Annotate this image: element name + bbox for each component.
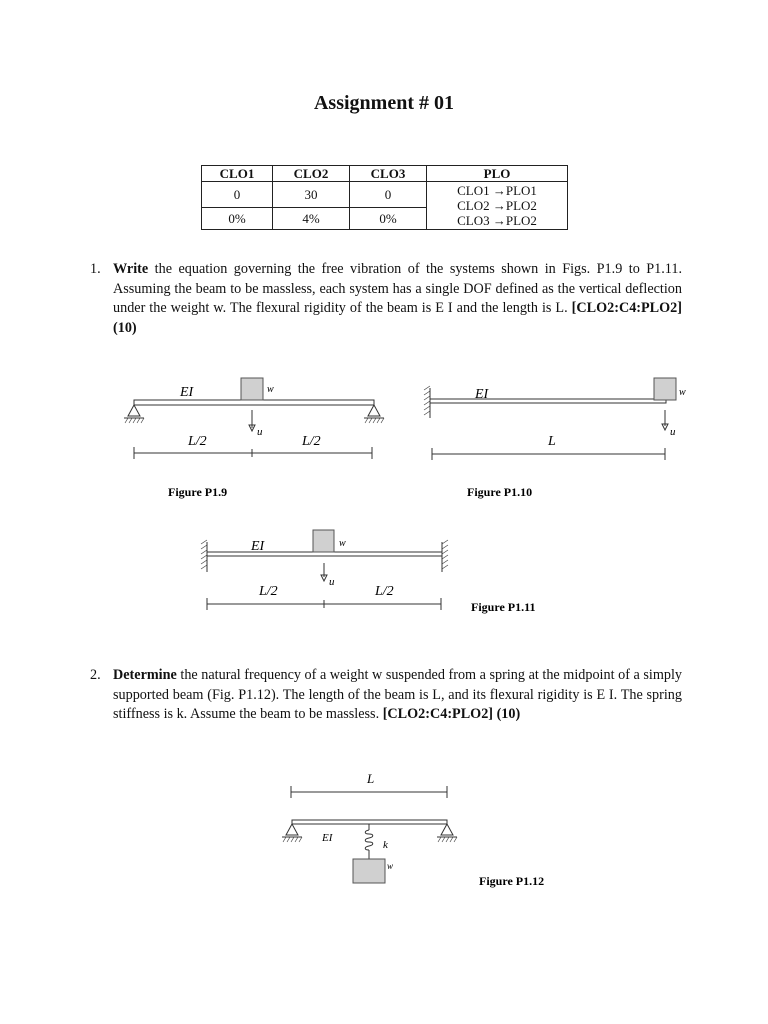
length-label: L — [548, 434, 556, 449]
table-header: PLO — [427, 166, 568, 182]
table-cell: 0% — [350, 208, 427, 230]
figure-caption: Figure P1.12 — [479, 874, 545, 888]
spring-icon — [365, 824, 373, 859]
beam-rigidity-label: EI — [322, 832, 333, 844]
weight-label: w — [387, 861, 394, 871]
clo-plo-table — [201, 165, 568, 230]
question-verb: Determine — [113, 667, 177, 683]
question-text: the equation governing the free vibration of the systems shown in Figs. P1.9 to P1.11. Assuming the beam to be massless, each system has a single DOF defined as the vertical deflection under the weight w. The flexural rigidity of the beam is E I and the length is L. — [113, 261, 682, 316]
figure-caption: Figure P1.9 — [168, 485, 228, 499]
figure-p1-9 — [120, 370, 390, 505]
table-header: CLO2 — [273, 166, 350, 182]
plo-mapping: CLO3 →PLO2 — [457, 213, 537, 228]
table-header: CLO3 — [350, 166, 427, 182]
beam-rigidity-label: EI — [251, 539, 265, 554]
length-label: L — [367, 771, 375, 786]
figure-caption: Figure P1.11 — [471, 600, 536, 614]
length-label-left: L/2 — [259, 584, 278, 599]
question-number: 2. — [90, 667, 101, 683]
table-cell: 30 — [273, 182, 350, 208]
length-label-right: L/2 — [375, 584, 394, 599]
deflection-label: u — [257, 426, 263, 438]
question-1 — [90, 260, 682, 338]
question-number: 1. — [90, 261, 101, 277]
question-tag: [CLO2:C4:PLO2] (10) — [382, 706, 521, 722]
figure-caption: Figure P1.10 — [467, 485, 533, 499]
length-label-left: L/2 — [188, 434, 207, 449]
page-title: Assignment # 01 — [313, 92, 454, 114]
deflection-label: u — [329, 576, 335, 588]
table-cell: 4% — [273, 208, 350, 230]
plo-mapping-cell — [427, 182, 568, 230]
question-2 — [90, 666, 682, 725]
plo-mapping: CLO2 →PLO2 — [457, 198, 537, 213]
beam-rigidity-label: EI — [475, 387, 489, 402]
question-text: the natural frequency of a weight w suspended from a spring at the midpoint of a simply supported beam (Fig. P1.12). The length of the beam is L, and its flexural rigidity is E I. The spring stiffness is k. Assume the beam to be massless. — [113, 667, 682, 722]
figure-p1-11 — [195, 525, 565, 620]
question-tag: [CLO2:C4:PLO2] (10) — [113, 300, 682, 336]
figure-p1-12 — [275, 765, 565, 895]
table-cell: 0 — [202, 182, 273, 208]
beam-rigidity-label: EI — [180, 385, 194, 400]
table-cell: 0 — [350, 182, 427, 208]
table-cell: 0% — [202, 208, 273, 230]
table-header: CLO1 — [202, 166, 273, 182]
length-label-right: L/2 — [302, 434, 321, 449]
weight-label: w — [267, 384, 274, 395]
figure-p1-10 — [420, 370, 700, 505]
weight-label: w — [339, 538, 346, 549]
spring-stiffness-label: k — [383, 839, 388, 851]
deflection-label: u — [670, 426, 676, 438]
plo-mapping: CLO1 →PLO1 — [457, 183, 537, 198]
weight-label: w — [679, 387, 686, 398]
question-verb: Write — [113, 261, 149, 277]
